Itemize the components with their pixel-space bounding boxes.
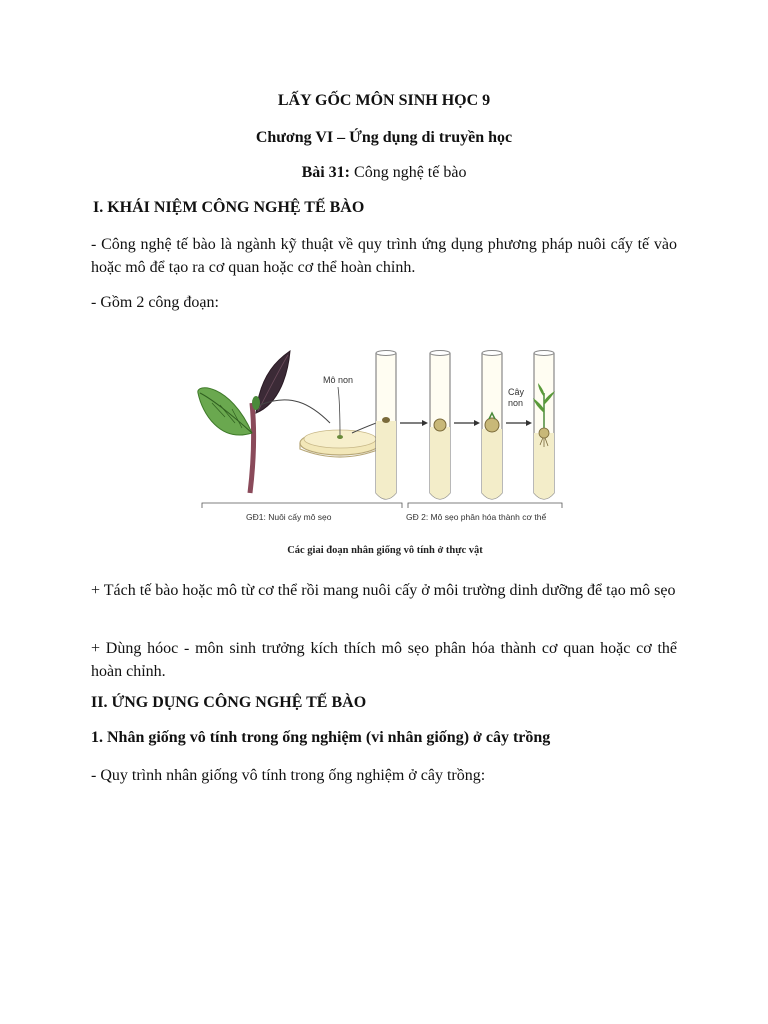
document-title: LẤY GỐC MÔN SINH HỌC 9 xyxy=(277,92,491,109)
section-1-heading: I. KHÁI NIỆM CÔNG NGHỆ TẾ BÀO xyxy=(93,199,365,216)
label-cay-non-2: non xyxy=(508,398,524,408)
mo-non-pointer xyxy=(338,387,340,435)
arrow-head-2 xyxy=(422,420,428,426)
test-tube-2 xyxy=(430,351,450,500)
green-leaf xyxy=(198,388,252,435)
label-mo-non: Mô non xyxy=(323,375,354,385)
test-tube-3 xyxy=(482,351,502,500)
shoot-tip xyxy=(252,396,260,410)
lesson-name: Công nghệ tế bào xyxy=(350,164,467,181)
lesson-label: Bài 31: xyxy=(301,164,351,181)
section-2-process-intro: - Quy trình nhân giống vô tính trong ống nghiệm ở cây trồng: xyxy=(91,767,486,784)
plant-stem xyxy=(250,403,254,493)
section-1-definition: - Công nghệ tế bào là ngành kỹ thuật về quy trình ứng dụng phương pháp nuôi cấy tế vào hoặc mô để tạo ra cơ quan hoặc cơ thể hoàn chỉnh. xyxy=(91,236,677,276)
chapter-title: Chương VI – Ứng dụng di truyền học xyxy=(255,129,513,146)
section-2-heading: II. ỨNG DỤNG CÔNG NGHỆ TẾ BÀO xyxy=(91,694,367,711)
tissue-culture-figure xyxy=(190,343,580,568)
stage-1-description: + Tách tế bào hoặc mô từ cơ thể rồi mang nuôi cấy ở môi trường dinh dưỡng để tạo mô sẹo xyxy=(91,582,676,599)
test-tube-4 xyxy=(533,351,555,500)
stage-2-label: GĐ 2: Mô sẹo phân hóa thành cơ thể xyxy=(406,512,547,522)
arrow-head-4 xyxy=(526,420,532,426)
figure-caption: Các giai đoạn nhân giống vô tính ở thực vật xyxy=(287,545,483,556)
stage-1-label: GĐ1: Nuôi cấy mô sẹo xyxy=(246,512,332,522)
section-1-stages-intro: - Gồm 2 công đoạn: xyxy=(91,294,219,311)
dark-leaf xyxy=(256,351,290,413)
stage-2-description: + Dùng hóoc - môn sinh trưởng kích thích mô sẹo phân hóa thành cơ quan hoặc cơ thể hoàn chỉnh. xyxy=(91,640,677,680)
label-cay-non-1: Cây xyxy=(508,387,525,397)
stage-1-bracket xyxy=(202,503,402,508)
test-tube-1 xyxy=(376,351,396,500)
section-2-subheading: 1. Nhân giống vô tính trong ống nghiệm (vi nhân giống) ở cây trồng xyxy=(91,729,551,746)
stage-2-bracket xyxy=(408,503,562,508)
lesson-title xyxy=(0,164,768,182)
arrow-head-3 xyxy=(474,420,480,426)
